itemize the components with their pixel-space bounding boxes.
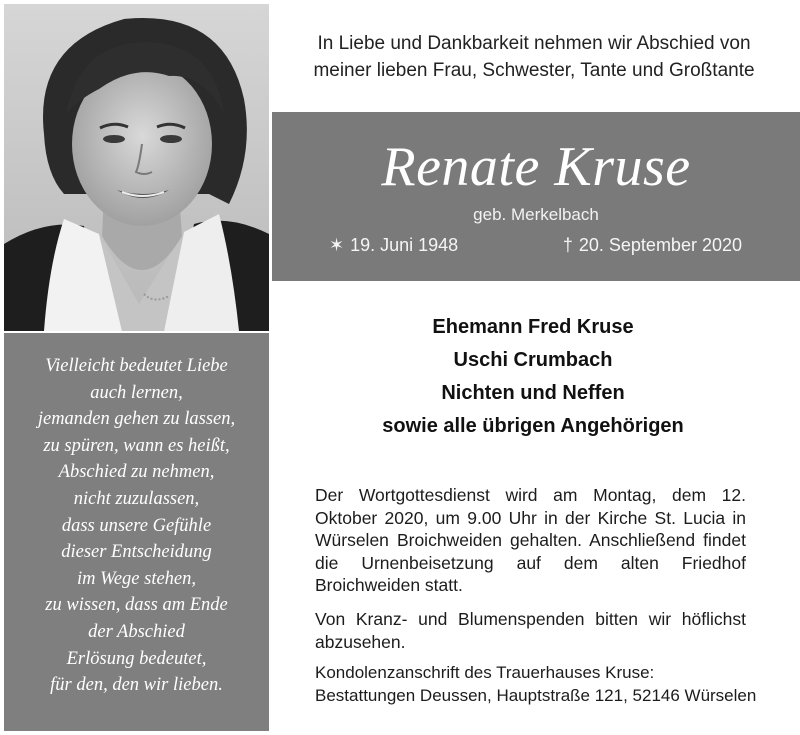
portrait-photo (4, 4, 269, 331)
mourner: Ehemann Fred Kruse (432, 316, 634, 338)
poem-box (4, 333, 269, 731)
flowers-text: Von Kranz- und Blumenspenden bitten wir höflichst abzusehen. (315, 609, 746, 652)
birth-date-group (329, 235, 458, 256)
mourner: Nichten und Neffen (441, 382, 625, 404)
death-date: 20. September 2020 (578, 235, 742, 255)
mourner: sowie alle übrigen Angehörigen (382, 415, 684, 437)
poem-line: dass unsere Gefühle (61, 515, 212, 536)
birth-date: 19. Juni 1948 (350, 235, 459, 255)
poem-line: zu spüren, wann es heißt, (43, 435, 230, 456)
poem-line: nicht zuzulassen, (73, 488, 200, 509)
intro-line: meiner lieben Frau, Schwester, Tante und Großtante (313, 60, 755, 81)
service-text: Der Wortgottesdienst wird am Montag, dem 12. Oktober 2020, um 9.00 Uhr in der Kirche St. Lucia in Würselen Broichweiden gehalten. Anschließend findet die Urnenbeisetzung auf dem alten Friedhof Broichweiden statt. (315, 485, 746, 596)
death-cross-icon: † (562, 235, 573, 255)
mourners-list (300, 311, 766, 443)
poem-line: jemanden gehen zu lassen, (37, 409, 236, 430)
poem-line: Abschied zu nehmen, (58, 462, 215, 483)
birth-name: geb. Merkelbach (473, 205, 599, 224)
intro-text (272, 30, 796, 84)
poem-line: Erlösung bedeutet, (66, 648, 207, 669)
deceased-name: Renate Kruse (381, 136, 691, 198)
poem-line: der Abschied (88, 621, 185, 642)
poem-line: im Wege stehen, (76, 568, 197, 589)
mourner: Uschi Crumbach (453, 349, 613, 371)
poem-line: zu wissen, dass am Ende (45, 595, 228, 616)
name-band (272, 112, 800, 281)
contact-line: Kondolenzanschrift des Trauerhauses Kruse: (315, 663, 655, 682)
poem (4, 353, 269, 699)
condolence-address (315, 662, 775, 707)
birth-star-icon: ✶ (329, 235, 345, 255)
contact-line: Bestattungen Deussen, Hauptstraße 121, 52146 Würselen (315, 685, 757, 705)
portrait-illustration (4, 4, 269, 331)
poem-line: für den, den wir lieben. (50, 675, 223, 696)
poem-line: Vielleicht bedeutet Liebe (45, 356, 228, 376)
death-date-group (563, 235, 742, 256)
poem-line: auch lernen, (90, 382, 183, 403)
poem-line: dieser Entscheidung (61, 542, 212, 563)
intro-line: In Liebe und Dankbarkeit nehmen wir Abschied von (317, 33, 751, 54)
